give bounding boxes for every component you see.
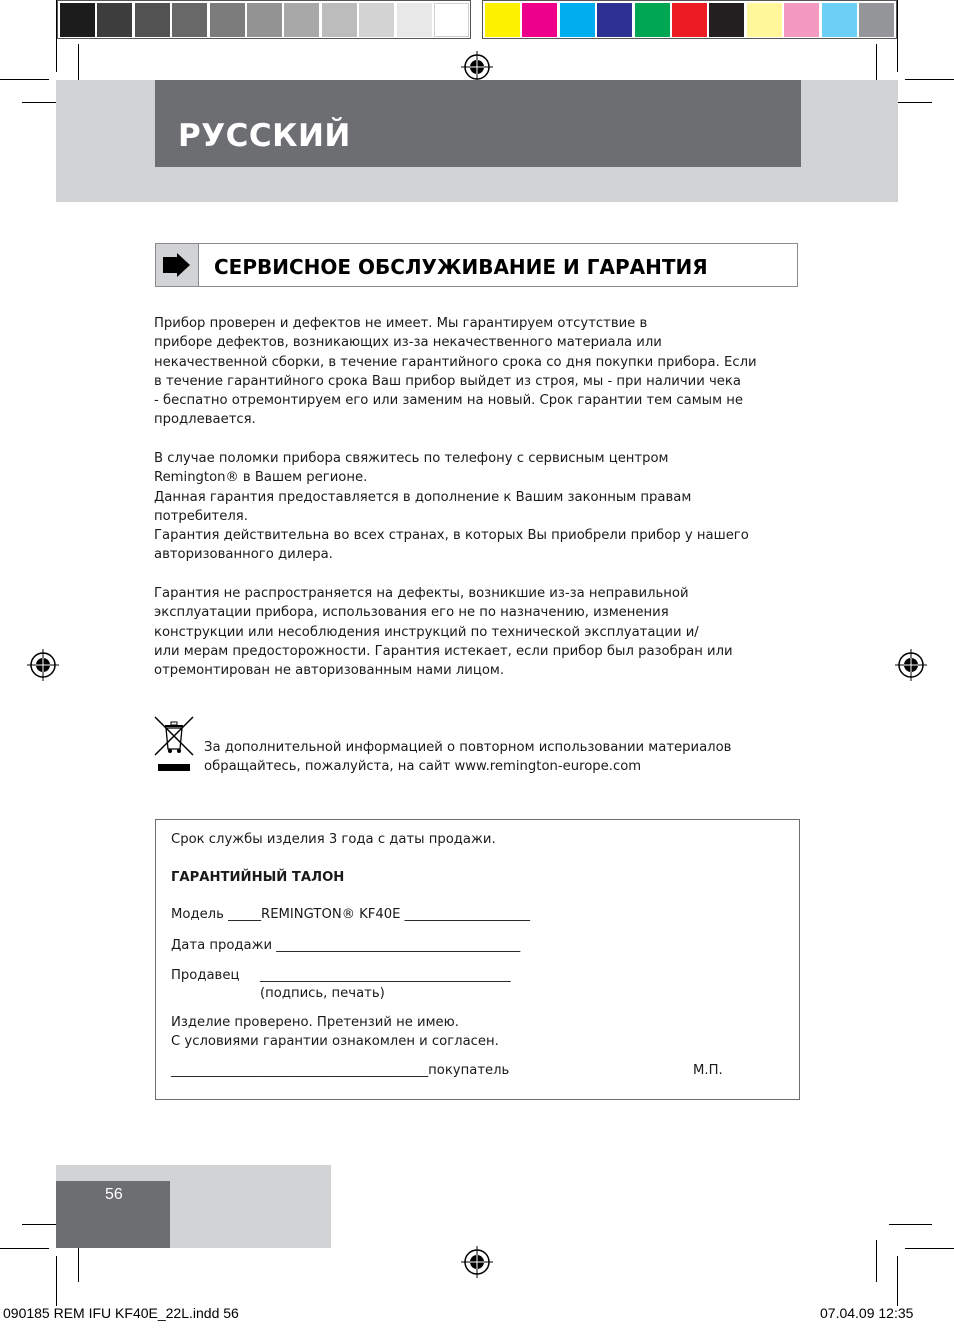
seller-field: ______________________________________ [260,968,511,983]
warranty-card [155,819,800,1100]
crop-mark [0,79,49,80]
arrow-right-icon [156,244,198,286]
recycling-line-2: обращайтесь, пожалуйста, на сайт www.remington-europe.com [204,759,642,775]
checked-statement-1: Изделие проверено. Претензий не имею. [171,1015,459,1030]
crop-mark [897,1256,898,1306]
text-line: Прибор проверен и дефектов не имеет. Мы гарантируем отсутствие в [154,316,648,331]
section-title: СЕРВИСНОЕ ОБСЛУЖИВАНИЕ И ГАРАНТИЯ [214,255,708,279]
color-bar-frame [482,0,897,39]
crop-mark [905,79,954,80]
recycling-info [204,738,731,777]
seller-label: Продавец [171,968,240,983]
registration-mark-icon [460,1245,494,1279]
sale-date-field: Дата продажи _____________________________________ [171,938,521,953]
warranty-paragraph-3 [154,584,779,680]
crossed-out-bin-icon [153,715,197,773]
text-line: Гарантия не распространяется на дефекты, возникшие из-за неправильной [154,586,689,601]
warranty-paragraph-1 [154,314,779,430]
page-number: 56 [105,1186,123,1203]
crop-mark [897,0,898,72]
section-icon-box [155,243,199,287]
date-slug: 07.04.09 12:35 [820,1305,914,1321]
text-line: - беспатно отремонтируем его или заменим на новый. Срок гарантии тем самым не [154,393,743,409]
text-line: Remington® в Вашем регионе. [154,470,368,486]
model-field: Модель _____REMINGTON® KF40E ___________________ [171,907,530,922]
registration-mark-icon [26,648,60,682]
crop-mark [889,1224,932,1225]
recycling-line-1: За дополнительной информацией о повторном использовании материалов [204,740,732,755]
crop-mark [876,1240,877,1282]
page-title: РУССКИЙ [178,118,351,154]
stamp-label: М.П. [693,1063,723,1078]
registration-mark-icon [460,50,494,84]
text-line: продлевается. [154,412,256,428]
buyer-signature-field: _______________________________________покупатель [171,1063,510,1078]
text-line: приборе дефектов, возникающих из-за некачественного материала или [154,335,662,351]
text-line: отремонтирован не авторизованным нами лицом. [154,663,505,679]
crop-mark [56,1256,57,1306]
text-line: В случае поломки прибора свяжитесь по телефону с сервисным центром [154,451,669,466]
seller-hint: (подпись, печать) [260,986,385,1001]
text-line: Гарантия действительна во всех странах, в которых Вы приобрели прибор у нашего [154,528,749,544]
text-line: конструкции или несоблюдения инструкций по технической эксплуатации и/ [154,624,699,640]
text-line: некачественной сборки, в течение гарантийного срока со дня покупки прибора. Если [154,354,757,370]
color-bar-frame [57,0,471,39]
registration-mark-icon [894,648,928,682]
text-line: или мерам предосторожности. Гарантия истекает, если прибор был разобран или [154,643,733,659]
text-line: авторизованного дилера. [154,547,333,563]
text-line: эксплуатации прибора, использования его не по назначению, изменения [154,605,669,621]
crop-mark [0,1248,49,1249]
file-slug: 090185 REM IFU KF40E_22L.indd 56 [3,1305,239,1321]
service-life-text: Срок службы изделия 3 года с даты продажи. [171,832,496,847]
crop-mark [56,0,57,72]
warranty-card-title: ГАРАНТИЙНЫЙ ТАЛОН [171,870,345,885]
warranty-paragraph-2 [154,449,779,565]
text-line: потребителя. [154,508,248,524]
checked-statement-2: С условиями гарантии ознакомлен и согласен. [171,1034,499,1049]
text-line: Данная гарантия предоставляется в дополнение к Вашим законным правам [154,489,692,505]
text-line: в течение гарантийного срока Ваш прибор выйдет из строя, мы - при наличии чека [154,373,741,389]
crop-mark [905,1248,954,1249]
